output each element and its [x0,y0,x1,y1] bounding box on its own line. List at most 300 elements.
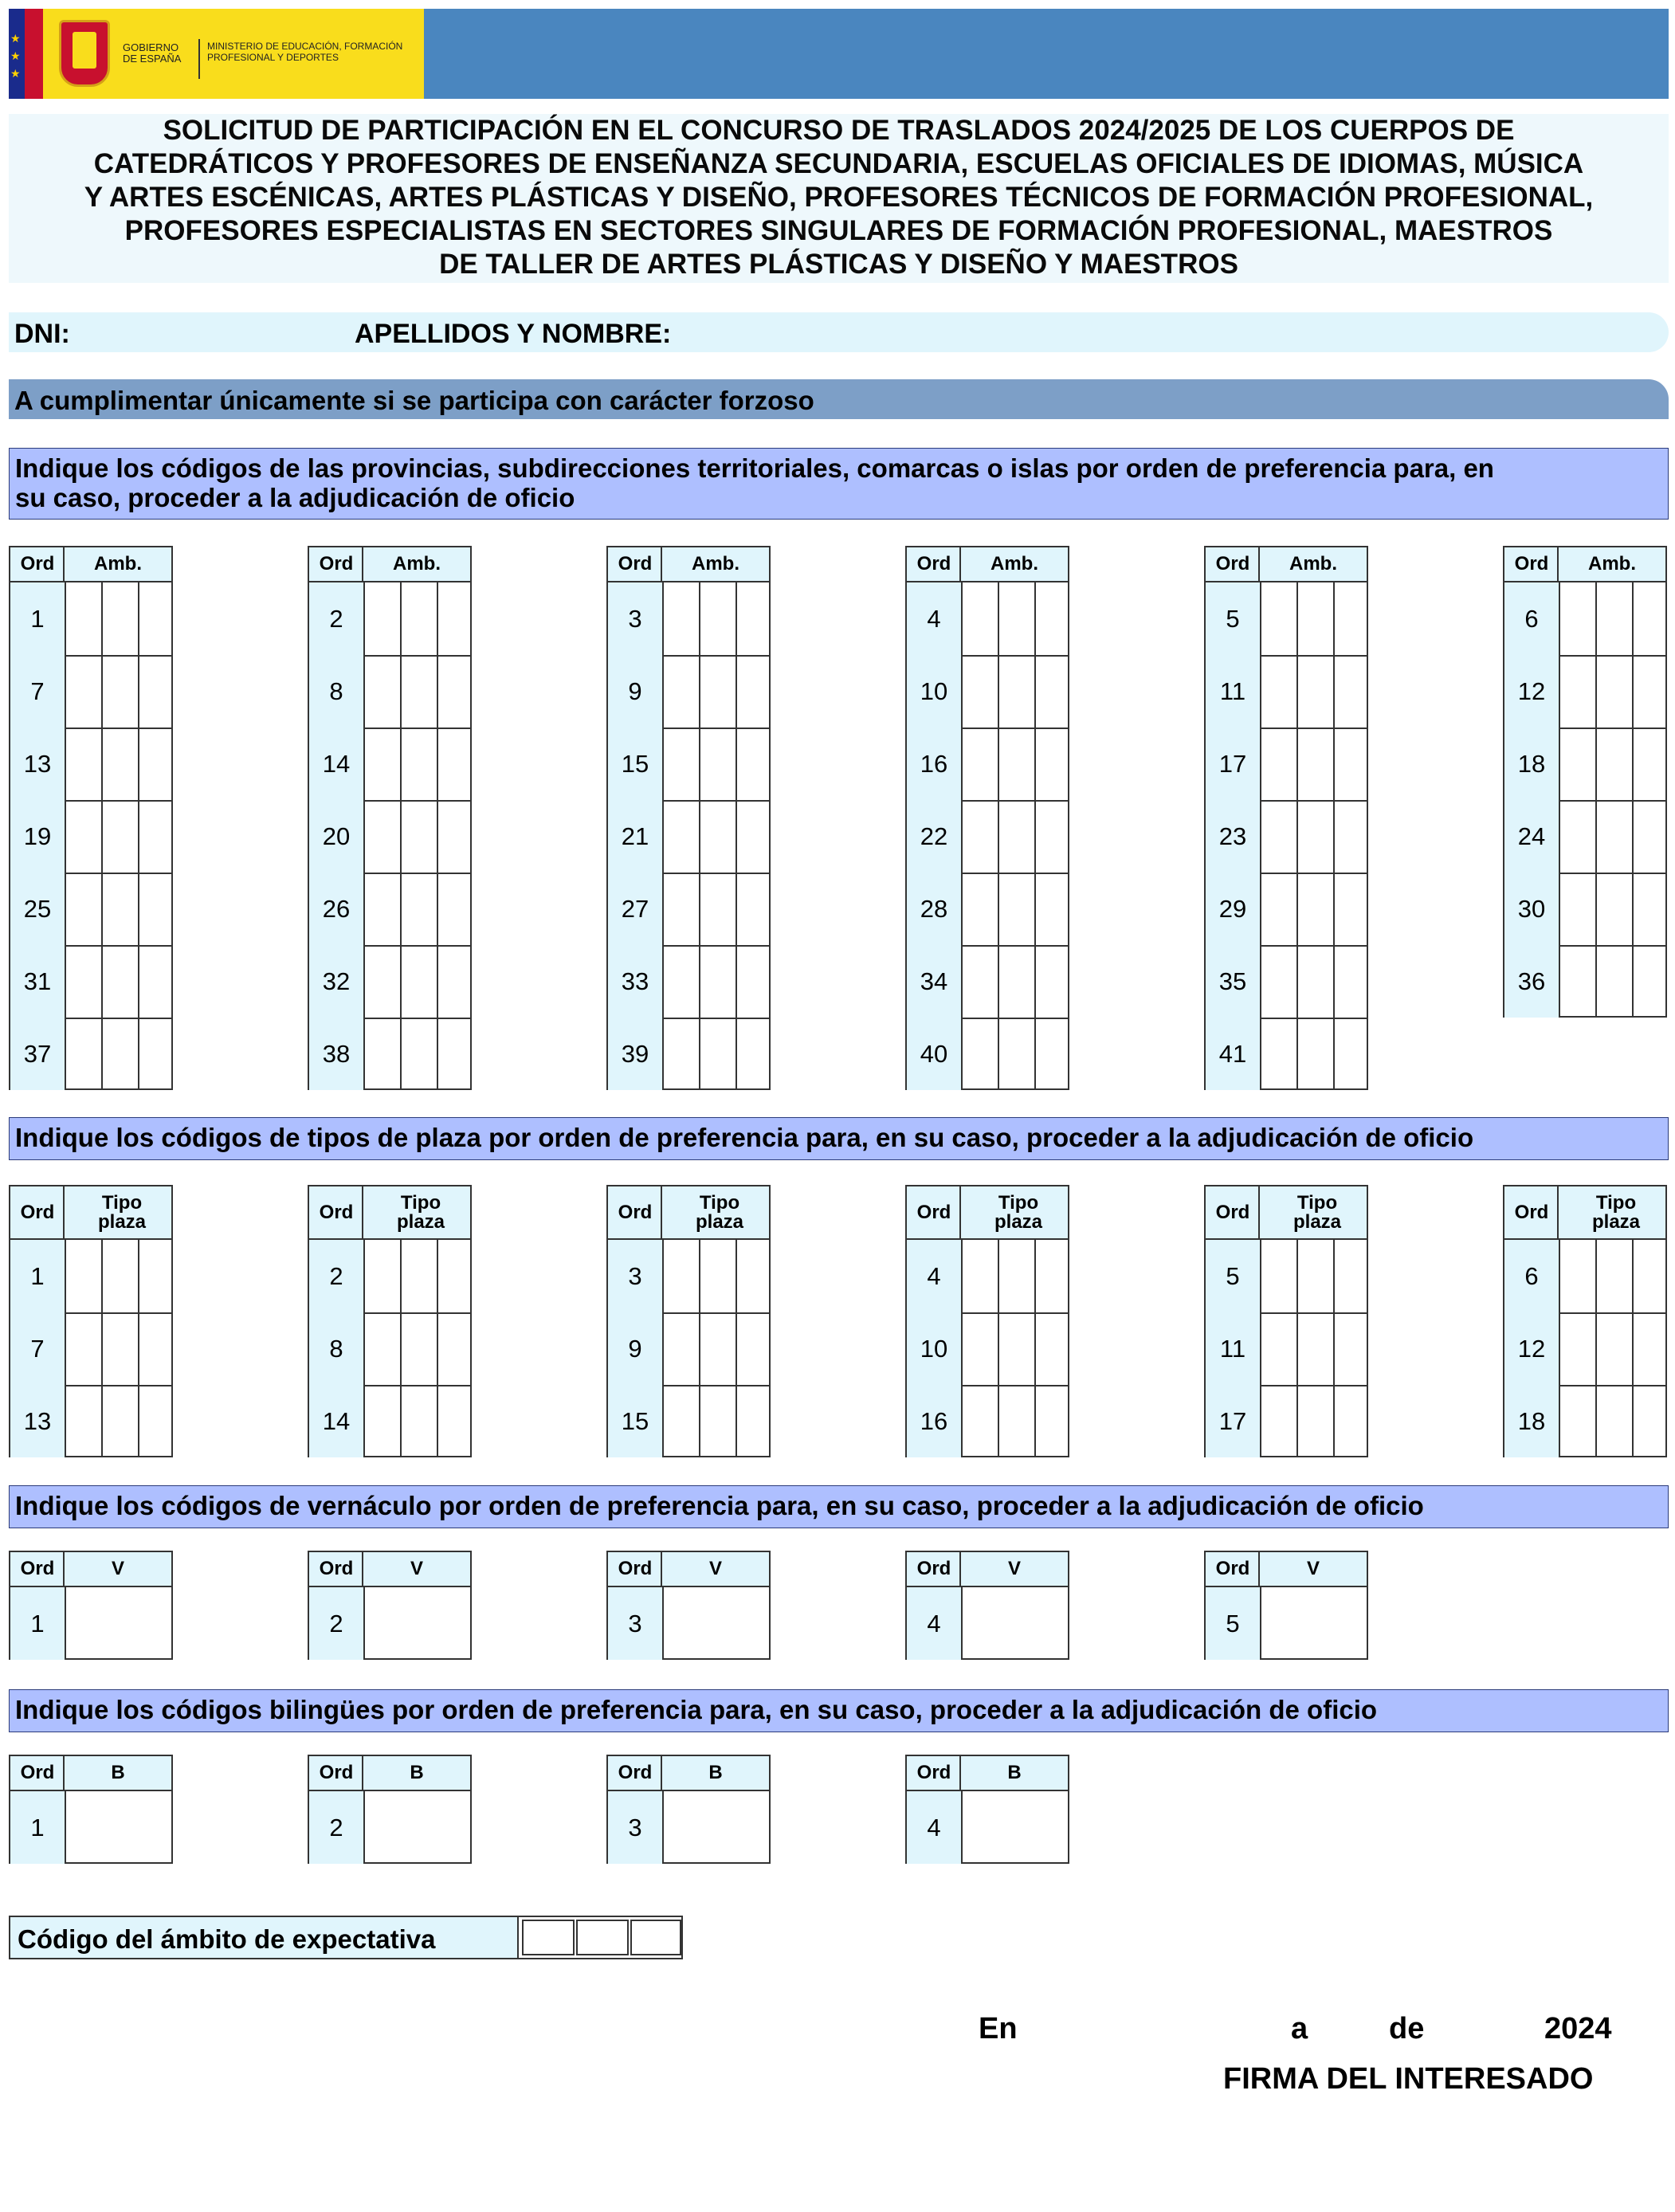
title-line: SOLICITUD DE PARTICIPACIÓN EN EL CONCURSO DE TRASLADOS 2024/2025 DE LOS CUERPOS DE [163,115,1515,146]
code-digit-input[interactable] [1560,945,1595,1018]
code-digit-input[interactable] [438,945,470,1018]
code-digit-input[interactable] [365,1018,400,1090]
code-digit-input[interactable] [1335,1312,1367,1385]
code-digit-input[interactable] [1634,655,1665,728]
table-row [608,1312,769,1386]
code-digit-input[interactable] [664,945,699,1018]
code-digit-input[interactable] [737,1240,769,1312]
code-digit-input[interactable] [1597,1240,1632,1312]
order-number: 5 [1206,1240,1261,1312]
tipo-plaza-table [1503,1185,1667,1457]
code-digit-input[interactable] [438,728,470,800]
code-input[interactable] [66,1791,171,1864]
code-digit-input[interactable] [438,1018,470,1090]
code-digit-input[interactable] [1560,873,1595,945]
code-digit-input[interactable] [1261,582,1296,655]
table-header [309,1186,470,1240]
code-digit-input[interactable] [1036,945,1068,1018]
code-digit-input[interactable] [1634,873,1665,945]
code-digit-input[interactable] [664,1018,699,1090]
code-digit-input[interactable] [963,1385,998,1457]
code-digit-input[interactable] [1335,1018,1367,1090]
forced-participation-bar [9,379,1669,419]
bilingue-table [308,1755,472,1864]
code-digit-input[interactable] [139,1312,171,1385]
code-digit-input[interactable] [139,582,171,655]
code-digit-input[interactable] [999,1240,1034,1312]
code-digit-input[interactable] [700,800,736,873]
code-digit-input[interactable] [139,1018,171,1090]
code-digit-input[interactable] [999,945,1034,1018]
title-line: CATEDRÁTICOS Y PROFESORES DE ENSEÑANZA SECUNDARIA, ESCUELAS OFICIALES DE IDIOMAS, MÚSICA [93,148,1584,179]
code-digit-input[interactable] [1335,582,1367,655]
code-digit-input[interactable] [700,1018,736,1090]
order-number: 21 [608,800,664,873]
signature-a: a [1291,2012,1308,2045]
code-digit-input[interactable] [1560,1240,1595,1312]
table-row [608,728,769,802]
code-digit-input[interactable] [66,1240,101,1312]
code-column-header: B [708,1762,723,1783]
code-digit-input[interactable] [438,582,470,655]
code-digit-input[interactable] [1560,1312,1595,1385]
code-digit-input[interactable] [402,1385,437,1457]
table-header [907,1186,1068,1240]
order-number: 32 [309,945,365,1018]
code-digit-input[interactable] [1634,728,1665,800]
order-number: 1 [10,1240,66,1312]
code-input[interactable] [664,1791,769,1864]
code-digit-input[interactable] [103,873,138,945]
code-digit-input[interactable] [1597,1312,1632,1385]
order-number: 8 [309,1312,365,1385]
code-column-header: V [111,1558,124,1579]
code-digit-input[interactable] [402,800,437,873]
code-digit-input[interactable] [1560,800,1595,873]
order-number: 37 [10,1018,66,1090]
code-digit-input[interactable] [365,800,400,873]
code-digit-input[interactable] [1298,945,1333,1018]
ambitos-table [1204,546,1368,1090]
code-digit-input[interactable] [737,800,769,873]
code-digit-input[interactable] [963,728,998,800]
code-digit-input[interactable] [737,1385,769,1457]
code-digit-input[interactable] [1597,582,1632,655]
code-digit-input[interactable] [1298,1385,1333,1457]
code-digit-input[interactable] [139,1240,171,1312]
code-digit-input[interactable] [1261,1018,1296,1090]
code-digit-input[interactable] [365,873,400,945]
code-digit-input[interactable] [1634,800,1665,873]
code-digit-input[interactable] [1560,728,1595,800]
table-row [1206,728,1367,802]
code-digit-input[interactable] [1261,800,1296,873]
code-digit-input[interactable] [737,945,769,1018]
code-digit-input[interactable] [1335,728,1367,800]
ambitos-table [1503,546,1667,1018]
code-digit-input[interactable] [700,655,736,728]
order-number: 24 [1504,800,1560,873]
code-digit-input[interactable] [365,655,400,728]
code-digit-input[interactable] [999,800,1034,873]
code-digit-input[interactable] [66,945,101,1018]
code-digit-input[interactable] [1036,873,1068,945]
code-digit-input[interactable] [999,582,1034,655]
ambitos-section-header [9,448,1669,520]
table-header [608,1552,769,1587]
code-digit-input[interactable] [664,1312,699,1385]
code-digit-input[interactable] [438,1385,470,1457]
ord-column-header: Ord [319,1201,354,1223]
code-digit-input[interactable] [1335,655,1367,728]
code-digit-input[interactable] [737,873,769,945]
code-digit-input[interactable] [103,1312,138,1385]
ord-column-header: Ord [1514,1201,1549,1223]
code-digit-input[interactable] [737,655,769,728]
code-digit-input[interactable] [1634,945,1665,1018]
code-digit-input[interactable] [66,1312,101,1385]
order-number: 5 [1206,1587,1261,1660]
code-digit-input[interactable] [963,945,998,1018]
code-digit-input[interactable] [1036,800,1068,873]
code-digit-input[interactable] [700,582,736,655]
order-number: 6 [1504,1240,1560,1312]
code-column-header: V [1007,1558,1021,1579]
expectativa-digit-input[interactable] [630,1920,681,1955]
code-digit-input[interactable] [999,1018,1034,1090]
code-digit-input[interactable] [365,1385,400,1457]
code-digit-input[interactable] [1560,655,1595,728]
code-input[interactable] [963,1587,1068,1660]
code-digit-input[interactable] [1298,728,1333,800]
code-digit-input[interactable] [1036,1312,1068,1385]
code-digit-input[interactable] [1261,945,1296,1018]
code-input[interactable] [365,1587,470,1660]
code-digit-input[interactable] [139,1385,171,1457]
code-digit-input[interactable] [737,582,769,655]
code-column-header: Tipo plaza [97,1191,147,1233]
ord-column-header: Ord [1215,1558,1250,1579]
ord-column-header: Ord [319,553,354,575]
code-digit-input[interactable] [1634,582,1665,655]
code-input[interactable] [365,1791,470,1864]
expectativa-digit-input[interactable] [576,1920,629,1955]
code-digit-input[interactable] [999,728,1034,800]
code-digit-input[interactable] [103,728,138,800]
order-number: 10 [907,655,963,728]
code-digit-input[interactable] [365,1312,400,1385]
code-column-header: Amb. [94,553,142,575]
code-column-header: Amb. [1588,553,1636,575]
code-digit-input[interactable] [1036,655,1068,728]
code-digit-input[interactable] [66,800,101,873]
code-digit-input[interactable] [1560,582,1595,655]
expectativa-label-cell [10,1917,519,1958]
expectativa-digit-input[interactable] [522,1920,575,1955]
code-digit-input[interactable] [1597,655,1632,728]
code-column-header: V [410,1558,423,1579]
code-digit-input[interactable] [103,945,138,1018]
code-digit-input[interactable] [66,873,101,945]
code-digit-input[interactable] [402,1240,437,1312]
code-digit-input[interactable] [700,1312,736,1385]
table-row [608,800,769,874]
code-input[interactable] [963,1791,1068,1864]
table-row [608,1587,769,1660]
code-digit-input[interactable] [1261,728,1296,800]
code-digit-input[interactable] [1634,1385,1665,1457]
ord-column-header: Ord [20,1558,55,1579]
table-header [1504,1186,1665,1240]
code-digit-input[interactable] [402,582,437,655]
code-digit-input[interactable] [1298,1018,1333,1090]
ord-column-header: Ord [1215,553,1250,575]
table-row [907,1312,1068,1386]
code-digit-input[interactable] [1634,1240,1665,1312]
code-digit-input[interactable] [664,728,699,800]
code-digit-input[interactable] [963,1312,998,1385]
order-number: 15 [608,1385,664,1457]
code-digit-input[interactable] [1298,582,1333,655]
code-digit-input[interactable] [402,1312,437,1385]
table-header [1504,547,1665,582]
table-row [1504,945,1665,1018]
code-digit-input[interactable] [1597,728,1632,800]
code-digit-input[interactable] [664,873,699,945]
code-digit-input[interactable] [438,1240,470,1312]
code-digit-input[interactable] [664,1240,699,1312]
order-number: 16 [907,728,963,800]
code-digit-input[interactable] [1036,1240,1068,1312]
code-digit-input[interactable] [963,655,998,728]
signature-de: de [1389,2012,1425,2045]
code-digit-input[interactable] [1634,1312,1665,1385]
table-row [1504,800,1665,874]
order-number: 11 [1206,655,1261,728]
code-input[interactable] [66,1587,171,1660]
table-row [1504,728,1665,802]
code-digit-input[interactable] [737,1018,769,1090]
table-row [907,945,1068,1019]
code-digit-input[interactable] [1298,1240,1333,1312]
code-digit-input[interactable] [700,1385,736,1457]
table-row [907,1587,1068,1660]
code-column-header: Amb. [990,553,1038,575]
code-column-header: V [1306,1558,1320,1579]
code-digit-input[interactable] [1036,582,1068,655]
code-digit-input[interactable] [1298,655,1333,728]
table-row [1504,582,1665,657]
code-digit-input[interactable] [700,873,736,945]
code-column-header: Tipo plaza [1293,1191,1342,1233]
code-digit-input[interactable] [1261,655,1296,728]
code-digit-input[interactable] [103,1385,138,1457]
code-digit-input[interactable] [1036,728,1068,800]
table-header [10,1552,171,1587]
code-digit-input[interactable] [66,582,101,655]
ministry-name: MINISTERIO DE EDUCACIÓN, FORMACIÓN PROFESIONAL Y DEPORTES [207,41,403,63]
order-number: 3 [608,582,664,655]
code-digit-input[interactable] [1335,1385,1367,1457]
code-digit-input[interactable] [1597,945,1632,1018]
code-digit-input[interactable] [700,1240,736,1312]
order-number: 39 [608,1018,664,1090]
expectativa-field [9,1916,683,1959]
code-digit-input[interactable] [1597,873,1632,945]
code-digit-input[interactable] [66,655,101,728]
code-column-header: B [111,1762,125,1783]
code-column-header: V [708,1558,722,1579]
code-digit-input[interactable] [1560,1385,1595,1457]
order-number: 30 [1504,873,1560,945]
code-digit-input[interactable] [66,1018,101,1090]
code-digit-input[interactable] [1298,873,1333,945]
ord-column-header: Ord [319,1558,354,1579]
code-digit-input[interactable] [365,1240,400,1312]
code-digit-input[interactable] [737,1312,769,1385]
code-digit-input[interactable] [66,1385,101,1457]
code-digit-input[interactable] [438,800,470,873]
order-number: 29 [1206,873,1261,945]
code-column-header: Tipo plaza [1591,1191,1641,1233]
code-digit-input[interactable] [438,655,470,728]
code-digit-input[interactable] [139,728,171,800]
code-digit-input[interactable] [139,945,171,1018]
order-number: 7 [10,1312,66,1385]
code-digit-input[interactable] [664,800,699,873]
code-digit-input[interactable] [139,655,171,728]
code-digit-input[interactable] [1261,1240,1296,1312]
code-input[interactable] [1261,1587,1367,1660]
code-digit-input[interactable] [1335,1240,1367,1312]
code-digit-input[interactable] [438,1312,470,1385]
signature-en: En [979,2012,1018,2045]
order-number: 4 [907,582,963,655]
code-digit-input[interactable] [1036,1018,1068,1090]
code-digit-input[interactable] [963,582,998,655]
code-digit-input[interactable] [438,873,470,945]
table-row [907,1791,1068,1864]
code-digit-input[interactable] [700,945,736,1018]
code-digit-input[interactable] [999,873,1034,945]
code-digit-input[interactable] [139,800,171,873]
signature-caption: FIRMA DEL INTERESADO [1223,2062,1594,2096]
code-input[interactable] [664,1587,769,1660]
code-digit-input[interactable] [103,582,138,655]
table-row [1206,1240,1367,1314]
ord-column-header: Ord [20,1201,55,1223]
code-digit-input[interactable] [402,873,437,945]
ord-column-header: Ord [618,1558,653,1579]
code-digit-input[interactable] [999,1312,1034,1385]
code-digit-input[interactable] [1261,873,1296,945]
name-label: APELLIDOS Y NOMBRE: [355,319,672,349]
code-digit-input[interactable] [103,655,138,728]
table-row [1206,1312,1367,1386]
table-row [907,1385,1068,1457]
code-digit-input[interactable] [664,655,699,728]
code-digit-input[interactable] [103,1018,138,1090]
code-digit-input[interactable] [402,1018,437,1090]
code-digit-input[interactable] [103,1240,138,1312]
ord-column-header: Ord [916,1558,951,1579]
table-row [1504,1385,1665,1457]
code-digit-input[interactable] [1261,1312,1296,1385]
order-number: 5 [1206,582,1261,655]
table-row [309,1018,470,1090]
table-row [907,728,1068,802]
code-digit-input[interactable] [66,728,101,800]
order-number: 13 [10,728,66,800]
code-digit-input[interactable] [737,728,769,800]
code-digit-input[interactable] [1597,1385,1632,1457]
star-icon: ★ [10,49,21,62]
code-digit-input[interactable] [402,945,437,1018]
code-digit-input[interactable] [963,1018,998,1090]
code-digit-input[interactable] [999,1385,1034,1457]
code-digit-input[interactable] [1298,800,1333,873]
code-digit-input[interactable] [664,582,699,655]
order-number: 15 [608,728,664,800]
code-digit-input[interactable] [664,1385,699,1457]
table-row [1206,873,1367,947]
table-row [309,1587,470,1660]
code-digit-input[interactable] [1036,1385,1068,1457]
order-number: 16 [907,1385,963,1457]
code-digit-input[interactable] [1298,1312,1333,1385]
order-number: 14 [309,728,365,800]
code-digit-input[interactable] [963,1240,998,1312]
code-digit-input[interactable] [402,655,437,728]
eu-flag-stripe [9,9,43,99]
order-number: 8 [309,655,365,728]
order-number: 40 [907,1018,963,1090]
code-digit-input[interactable] [103,800,138,873]
code-digit-input[interactable] [365,945,400,1018]
code-digit-input[interactable] [963,800,998,873]
code-digit-input[interactable] [365,582,400,655]
order-number: 9 [608,655,664,728]
order-number: 2 [309,582,365,655]
order-number: 20 [309,800,365,873]
order-number: 7 [10,655,66,728]
code-digit-input[interactable] [365,728,400,800]
table-row [10,1587,171,1660]
code-digit-input[interactable] [963,873,998,945]
code-digit-input[interactable] [1335,873,1367,945]
code-digit-input[interactable] [999,655,1034,728]
order-number: 18 [1504,1385,1560,1457]
vernaculo-table [606,1551,771,1660]
code-digit-input[interactable] [700,728,736,800]
section-header-line: Indique los códigos de las provincias, subdirecciones territoriales, comarcas o islas por orden de preferencia para, en [15,453,1494,483]
order-number: 18 [1504,728,1560,800]
code-digit-input[interactable] [1261,1385,1296,1457]
table-header [1206,547,1367,582]
table-header [309,1552,470,1587]
table-row [1504,1240,1665,1314]
ord-column-header: Ord [916,1201,951,1223]
code-digit-input[interactable] [1335,945,1367,1018]
code-column-header: Amb. [393,553,441,575]
code-digit-input[interactable] [402,728,437,800]
title-line: DE TALLER DE ARTES PLÁSTICAS Y DISEÑO Y MAESTROS [439,249,1238,280]
code-digit-input[interactable] [1597,800,1632,873]
code-digit-input[interactable] [139,873,171,945]
table-row [608,945,769,1019]
code-digit-input[interactable] [1335,800,1367,873]
table-row [907,1018,1068,1090]
